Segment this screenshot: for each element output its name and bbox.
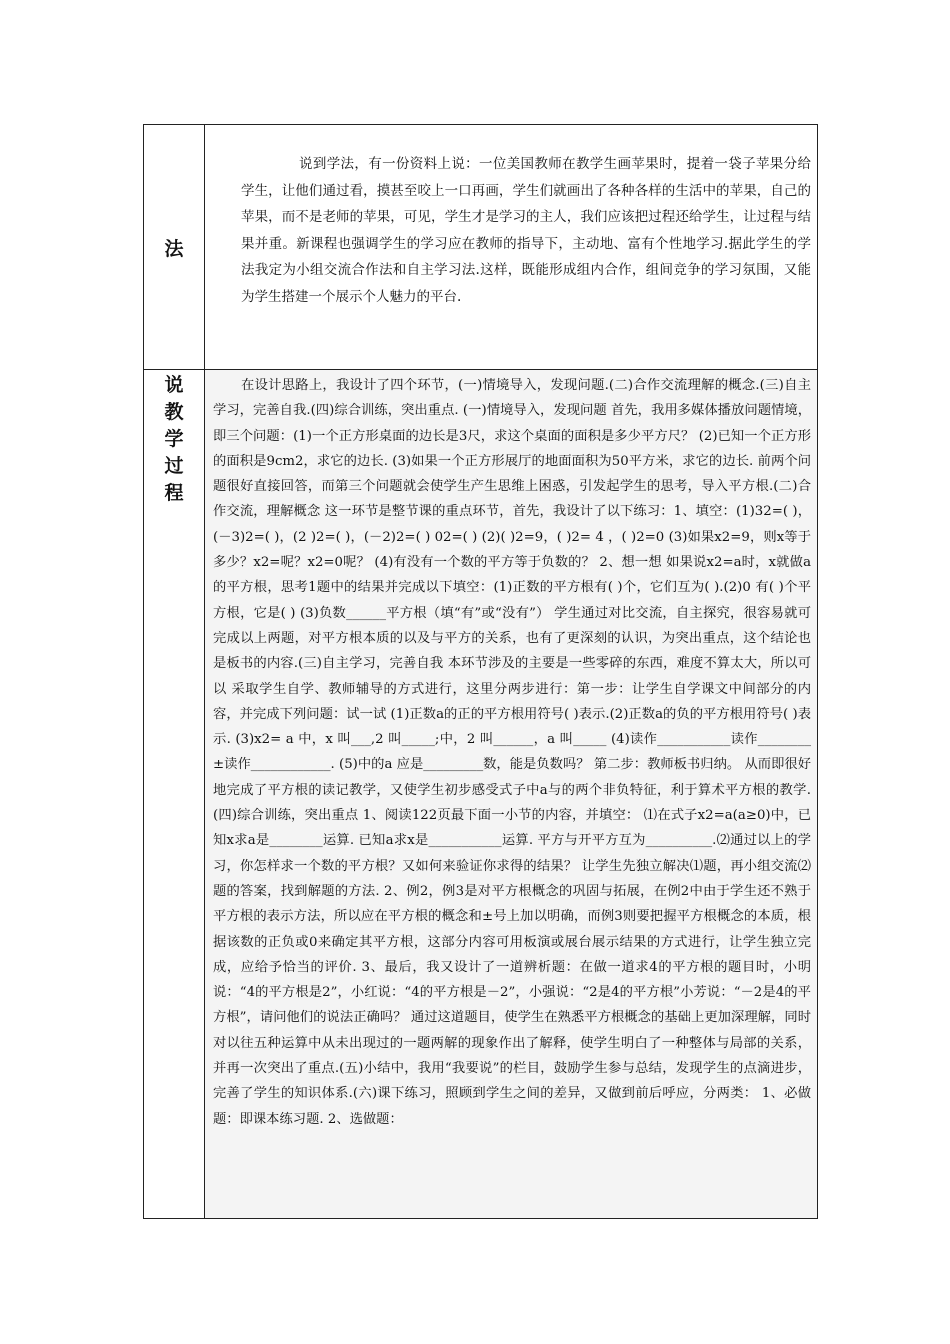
method-label: 法 [164,237,184,260]
method-paragraph: 说到学法，有一份资料上说：一位美国教师在教学生画苹果时，提着一袋子苹果分给学生，让他们通过看，摸甚至咬上一口再画，学生们就画出了各种各样的生活中的苹果，自己的苹果，而不是老师的苹果，可见，学生才是学习的主人，我们应该把过程还给学生，让过程与结果并重。新课程也强调学生的学习应在教师的指导下，主动地、富有个性地学习.据此学生的学法我定为小组交流合作法和自主学习法.这样，既能形成组内合作，组间竞争的学习氛围，又能为学生搭建一个展示个人魅力的平台. [241,156,811,305]
process-row [144,370,818,1219]
process-label-char: 教 [164,401,184,423]
method-row [144,125,818,370]
method-label-cell [144,125,205,370]
process-label-char: 过 [164,455,184,477]
process-content-cell [205,370,818,1219]
process-label [144,372,204,507]
process-label-cell [144,370,205,1219]
process-label-char: 学 [164,428,184,450]
process-label-char: 说 [164,374,184,396]
method-content-cell [205,125,818,370]
lesson-plan-table [143,124,818,1219]
process-label-char: 程 [164,482,184,504]
process-paragraph: 在设计思路上，我设计了四个环节，(一)情境导入，发现问题.(二)合作交流理解的概念.(三)自主学习，完善自我.(四)综合训练，突出重点. (一)情境导入，发现问题 首先，我用多媒体播放问题情境，即三个问题：(1)一个正方形桌面的边长是3尺，求这个桌面的面积是多少平方尺？ (2)已知一个正方形的面积是9cm2，求它的边长. (3)如果一个正方形展厅的地面面积为50平方米，求它的边长. 前两个问题很好直接回答，而第三个问题就会使学生产生思维上困惑，引发起学生的思考，导入平方根.(二)合作交流，理解概念 这一环节是整节课的重点环节，首先，我设计了以下练习：1、填空：(1)32=( )，(－3)2=( )，(2 )2=( )，(－2)2=( ) 02=( ) (2)( )2=9，( )2= 4 ，( )2=0 (3)如果x2=9，则x等于多少？x2=呢？x2=0呢？ (4)有没有一个数的平方等于负数的？ 2、想一想 如果说x2=a时，x就做a的平方根，思考1题中的结果并完成以下填空：(1)正数的平方根有( )个，它们互为( ).(2)0 有( )个平方根，它是( ) (3)负数______平方根（填“有”或“没有”） 学生通过对比交流，自主探究，很容易就可完成以上两题，对平方根本质的以及与平方的关系，也有了更深刻的认识，为突出重点，这个结论也是板书的内容.(三)自主学习，完善自我 本环节涉及的主要是一些零碎的东西，难度不算太大，所以可以 采取学生自学、教师辅导的方式进行，这里分两步进行：第一步：让学生自学课文中间部分的内容，并完成下列问题：试一试 (1)正数a的正的平方根用符号( )表示.(2)正数a的负的平方根用符号( )表示. (3)x2= a 中，x 叫___,2 叫_____;中，2 叫______，a 叫_____ (4)读作___________读作________±读作____________. (5)中的a 应是_________数，能是负数吗？ 第二步：教师板书归纳。 从而即很好地完成了平方根的读记教学，又使学生初步感受式子中a与的两个非负特征，利于算术平方根的教学.(四)综合训练，突出重点 1、阅读122页最下面一小节的内容，并填空： ⑴在式子x2=a(a≥0)中，已知x求a是________运算. 已知a求x是___________运算. 平方与开平方互为__________.⑵通过以上的学习，你怎样求一个数的平方根？又如何来验证你求得的结果？ 让学生先独立解决⑴题，再小组交流⑵题的答案，找到解题的方法. 2、例2，例3是对平方根概念的巩固与拓展，在例2中由于学生还不熟于平方根的表示方法，所以应在平方根的概念和±号上加以明确，而例3则要把握平方根概念的本质，根据该数的正负或0来确定其平方根，这部分内容可用板演或展台展示结果的方式进行，让学生独立完成，应给予恰当的评价. 3、最后，我又设计了一道辨析题：在做一道求4的平方根的题目时，小明说：“4的平方根是2”，小红说：“4的平方根是－2”，小强说：“2是4的平方根”小芳说：“－2是4的平方根”，请问他们的说法正确吗？ 通过这道题目，使学生在熟悉平方根概念的基础上更加深理解，同时对以往五种运算中从未出现过的一题两解的现象作出了解释，使学生明白了一种整体与局部的关系，并再一次突出了重点.(五)小结中，我用“我要说”的栏目，鼓励学生参与总结，发现学生的点滴进步，完善了学生的知识体系.(六)课下练习，照顾到学生之间的差异，又做到前后呼应，分两类： 1、必做题：即课本练习题. 2、选做题： [213,378,811,1127]
